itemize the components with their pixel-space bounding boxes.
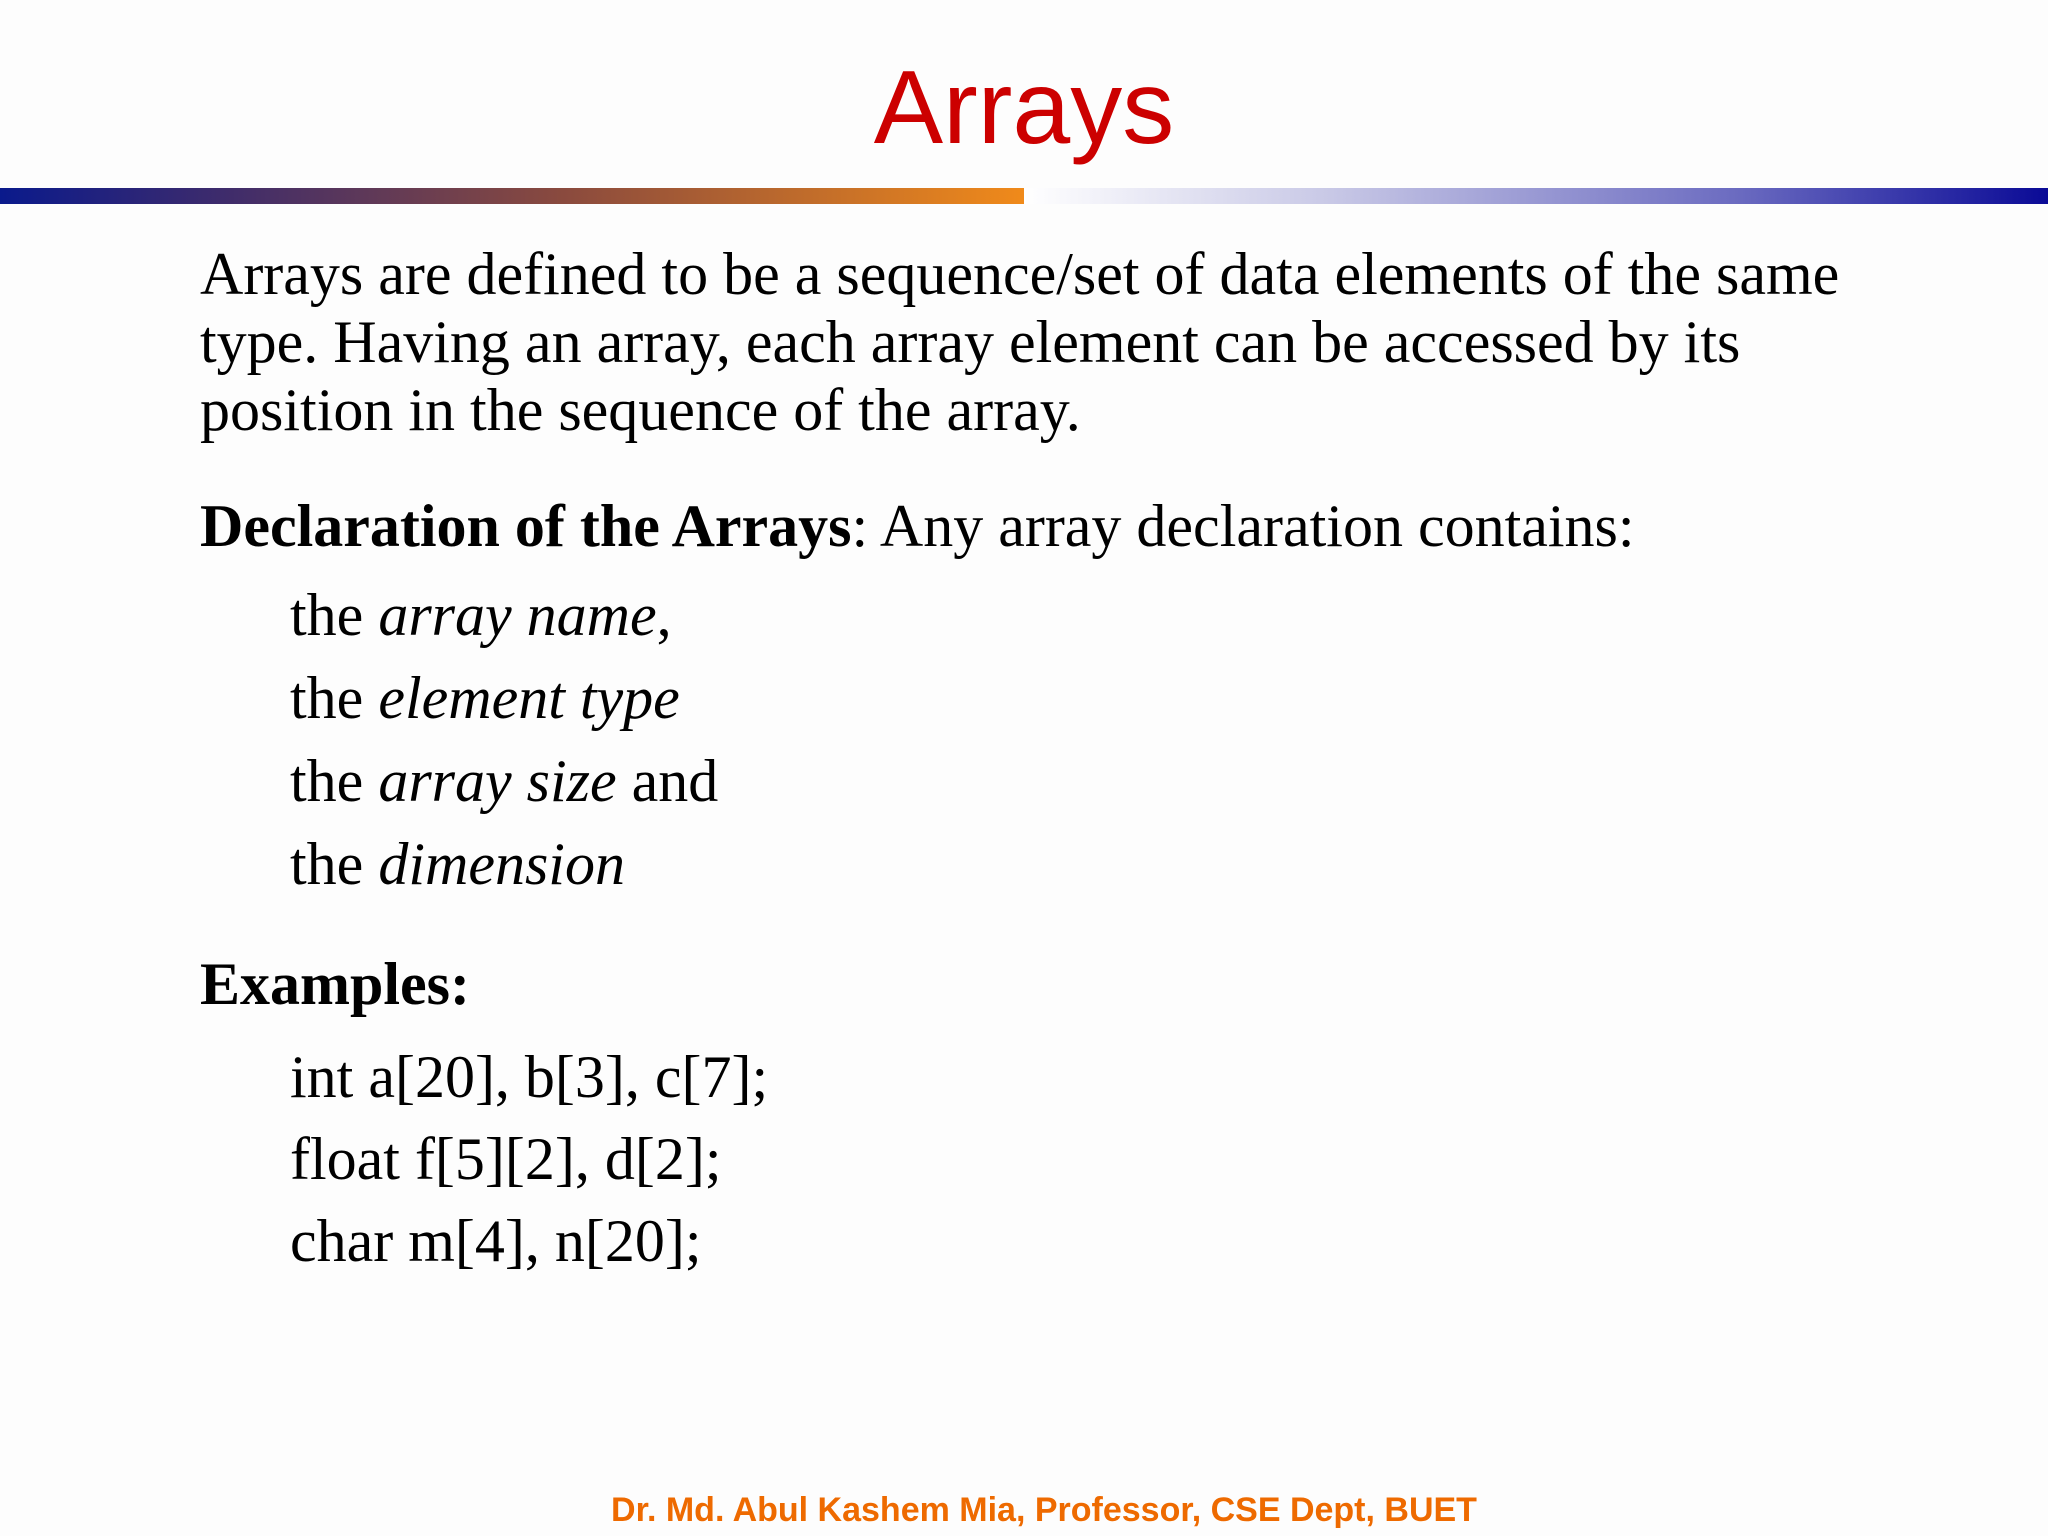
title-divider-right xyxy=(1024,188,2048,204)
slide-title: Arrays xyxy=(873,50,1175,166)
example-line: int a[20], b[3], c[7]; xyxy=(290,1044,769,1110)
list-item-prefix: the xyxy=(290,831,379,897)
list-item-suffix: , xyxy=(656,582,672,648)
example-line: char m[4], n[20]; xyxy=(290,1208,702,1274)
list-item-term: dimension xyxy=(378,831,625,897)
list-item-prefix: the xyxy=(290,748,379,814)
list-item-term: element type xyxy=(378,665,680,731)
declaration-heading: Declaration of the Arrays xyxy=(200,493,852,559)
title-divider xyxy=(0,188,2048,204)
example-line: float f[5][2], d[2]; xyxy=(290,1126,722,1192)
examples-list xyxy=(290,1036,1900,1282)
list-item-prefix: the xyxy=(290,582,379,648)
declaration-list xyxy=(290,574,1900,906)
list-item xyxy=(290,823,1900,906)
list-item-term: array name xyxy=(378,582,657,648)
list-item xyxy=(290,740,1900,823)
footer-credit: Dr. Md. Abul Kashem Mia, Professor, CSE Dept, BUET xyxy=(611,1491,1477,1529)
declaration-text: : Any array declaration contains: xyxy=(851,493,1635,559)
slide-body xyxy=(200,240,1900,1282)
list-item-suffix: and xyxy=(616,748,719,814)
list-item-prefix: the xyxy=(290,665,379,731)
title-divider-left xyxy=(0,188,1024,204)
list-item-term: array size xyxy=(378,748,617,814)
list-item xyxy=(290,657,1900,740)
declaration-line xyxy=(200,492,1900,560)
list-item xyxy=(290,574,1900,657)
intro-paragraph: Arrays are defined to be a sequence/set of data elements of the same type. Having an array, each array element can be accessed by its position in the sequence of the array. xyxy=(200,241,1840,443)
examples-heading: Examples: xyxy=(200,951,470,1017)
